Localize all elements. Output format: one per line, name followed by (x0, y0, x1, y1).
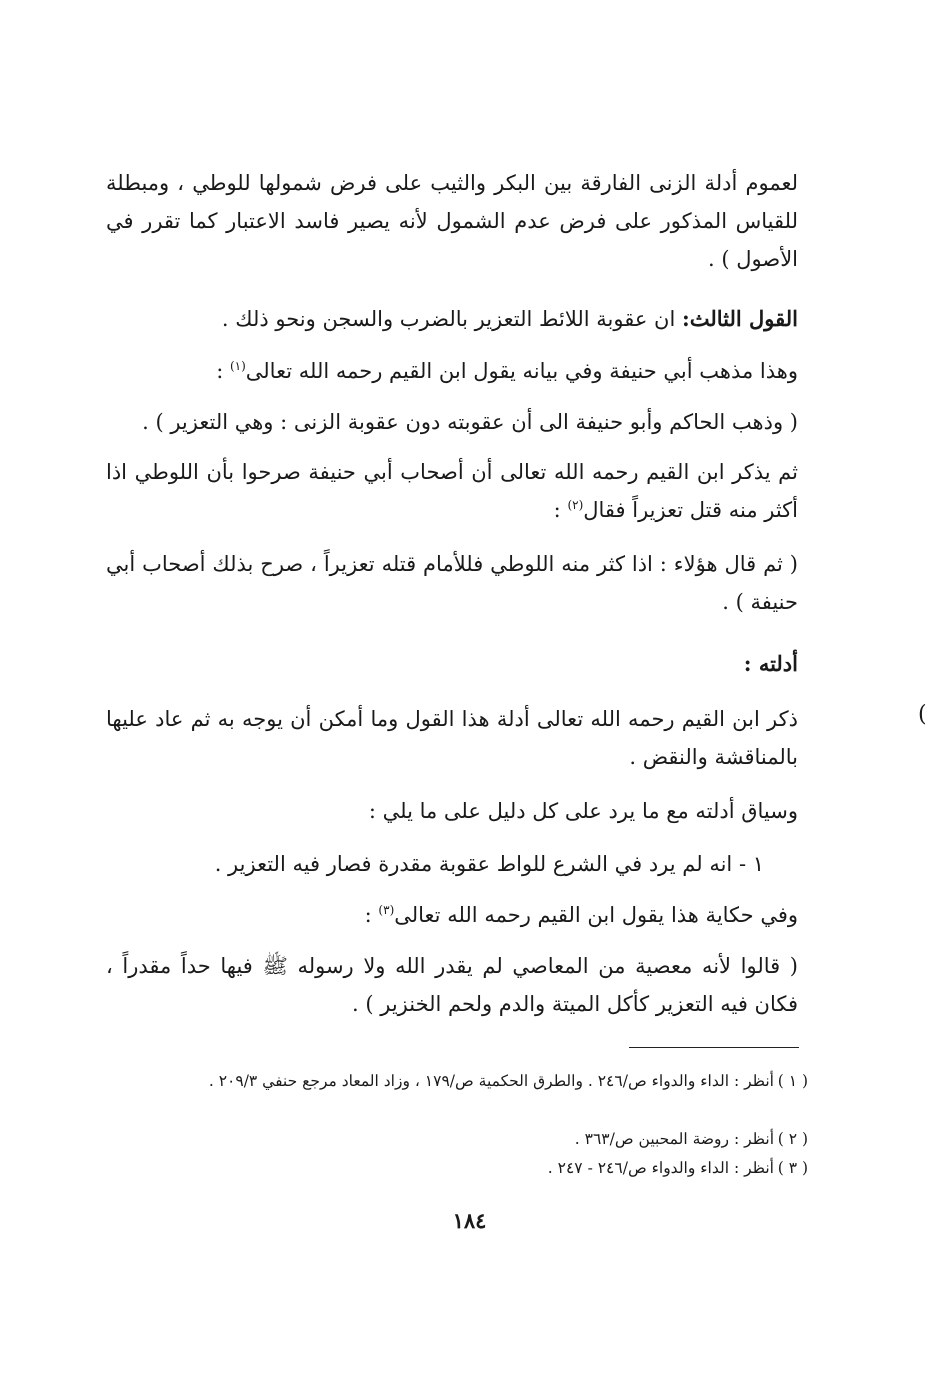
paragraph-then-mentioned (106, 453, 798, 529)
hanafi-intro-text: وهذا مذهب أبي حنيفة وفي بيانه يقول ابن القيم رحمه الله تعالى (245, 359, 798, 383)
story-intro-end: : (364, 903, 379, 927)
paragraph-story-intro (365, 896, 798, 934)
footnote-ref-3: (٣) (378, 903, 395, 917)
footnote-3 (106, 1154, 808, 1183)
paragraph-opening: لعموم أدلة الزنى الفارقة بين البكر والثيب على فرض شمولها للوطي ، ومبطلة للقياس المذكور على فرض عدم الشمول لأنه يصير فاسد الاعتبار كما تقرر في الأصول ) . (106, 171, 798, 271)
story-intro-text: وفي حكاية هذا يقول ابن القيم رحمه الله تعالى (394, 903, 798, 927)
third-opinion-label: القول الثالث: (681, 306, 798, 331)
footnote-1-number: ( ١ ) (777, 1072, 808, 1090)
footnote-ref-2: (٢) (567, 498, 584, 512)
paragraph-third-opinion (222, 300, 798, 338)
footnote-2 (106, 1125, 808, 1154)
paragraph-hanafi-intro (216, 352, 798, 390)
footnote-2-number: ( ٢ ) (777, 1130, 808, 1148)
evidence-point-one: ١ - انه لم يرد في الشرع للواط عقوبة مقدرة فصار فيه التعزير . (214, 852, 764, 876)
page-number: ١٨٤ (452, 1208, 487, 1233)
footnote-3-text: أنظر : الداء والدواء ص/٢٤٦ - ٢٤٧ . (547, 1159, 774, 1177)
footnote-1-text: أنظر : الداء والدواء ص/٢٤٦ . والطرق الحكمية ص/١٧٩ ، وزاد المعاد مرجع حنفي ٢٠٩/٣ . (208, 1072, 774, 1090)
quote-they-said: ( قالوا لأنه معصية من المعاصي لم يقدر الله ولا رسوله ﷺ فيها حداً مقدراً ، فكان فيه التعزير كأكل الميتة والدم ولحم الخنزير ) . (106, 954, 798, 1016)
then-mentioned-text: ثم يذكر ابن القيم رحمه الله تعالى أن أصحاب أبي حنيفة صرحوا بأن اللوطي اذا أكثر منه قتل تعزيراً فقال (106, 460, 798, 522)
paragraph-ibn-qayyim-mention: ذكر ابن القيم رحمه الله تعالى أدلة هذا القول وما أمكن أن يوجه به ثم عاد عليها بالمناقشة والنقض . (106, 707, 798, 769)
quote-hakim: ( وذهب الحاكم وأبو حنيفة الى أن عقوبته دون عقوبة الزنى : وهي التعزير ) . (142, 410, 798, 434)
footnote-ref-1: (١) (229, 359, 246, 373)
third-opinion-text: ان عقوبة اللائط التعزير بالضرب والسجن ونحو ذلك . (221, 307, 682, 331)
quote-then-said: ( ثم قال هؤلاء : اذا كثر منه اللوطي فللأمام قتله تعزيراً ، صرح بذلك أصحاب أبي حنيفة ) . (106, 552, 798, 614)
footnote-divider (629, 1047, 799, 1048)
evidence-heading: أدلته : (743, 651, 798, 676)
margin-mark: ( (918, 702, 927, 727)
then-mentioned-end: : (553, 498, 568, 522)
footnote-1 (106, 1067, 808, 1096)
paragraph-evidence-intro: وسياق أدلته مع ما يرد على كل دليل على ما يلي : (368, 799, 798, 823)
footnote-3-number: ( ٣ ) (777, 1159, 808, 1177)
footnote-2-text: أنظر : روضة المحبين ص/٣٦٣ . (574, 1130, 774, 1148)
hanafi-intro-end: : (216, 359, 230, 383)
